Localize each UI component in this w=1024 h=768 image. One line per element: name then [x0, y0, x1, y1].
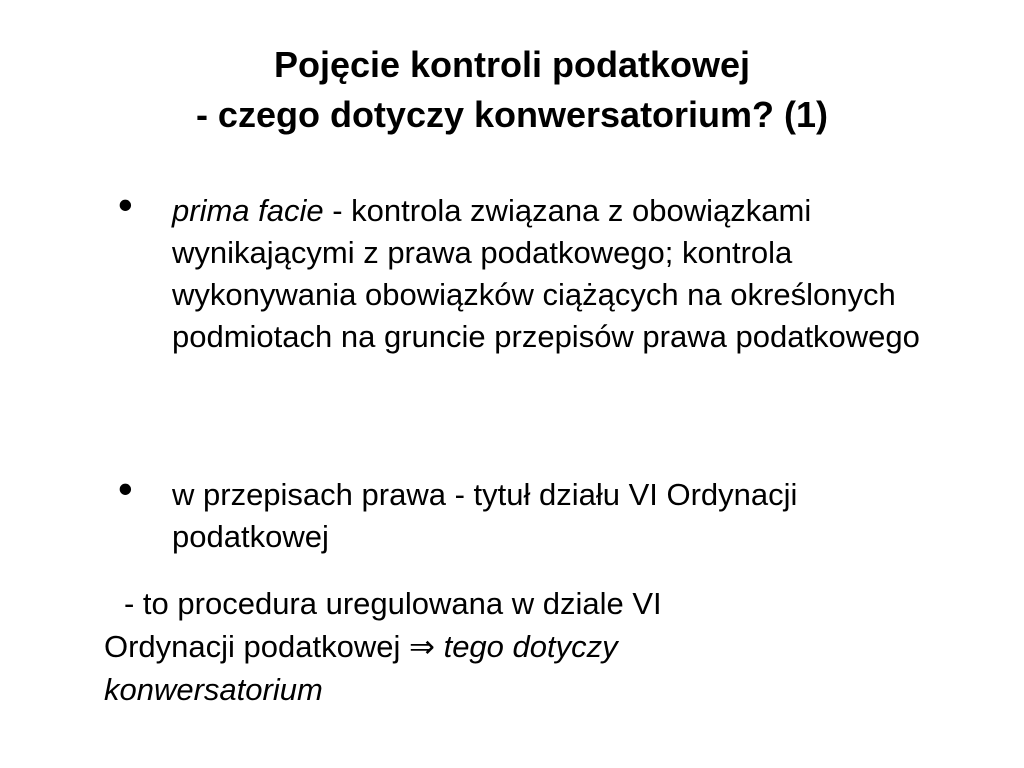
conclusion-line-1: - to procedura uregulowana w dziale VI — [124, 586, 662, 621]
bullet-text: - kontrola związana z obowiązkami wynikającymi z prawa podatkowego; kontrola wykonywania obowiązków ciążących na określonych podmiotach na gruncie przepisów prawa podatkowego — [172, 193, 920, 354]
bullet-item-prima-facie — [118, 181, 932, 358]
bullet-marker: • — [118, 181, 133, 228]
bullet-italic-lead: prima facie — [172, 193, 324, 228]
conclusion-line-2 — [104, 625, 904, 668]
title-line-2: - czego dotyczy konwersatorium? (1) — [195, 94, 829, 135]
slide-title — [0, 40, 1024, 140]
conclusion-italic: tego dotyczy — [443, 629, 618, 664]
bullet-item-przepisy — [118, 465, 932, 558]
conclusion-plain: Ordynacji podatkowej ⇒ — [104, 629, 444, 664]
conclusion-text — [104, 582, 904, 711]
title-line-1: Pojęcie kontroli podatkowej — [273, 44, 751, 85]
conclusion-line-3: konwersatorium — [104, 672, 323, 707]
bullet-marker: • — [118, 465, 133, 512]
bullet-text: w przepisach prawa - tytuł działu VI Ordynacji podatkowej — [172, 477, 798, 554]
